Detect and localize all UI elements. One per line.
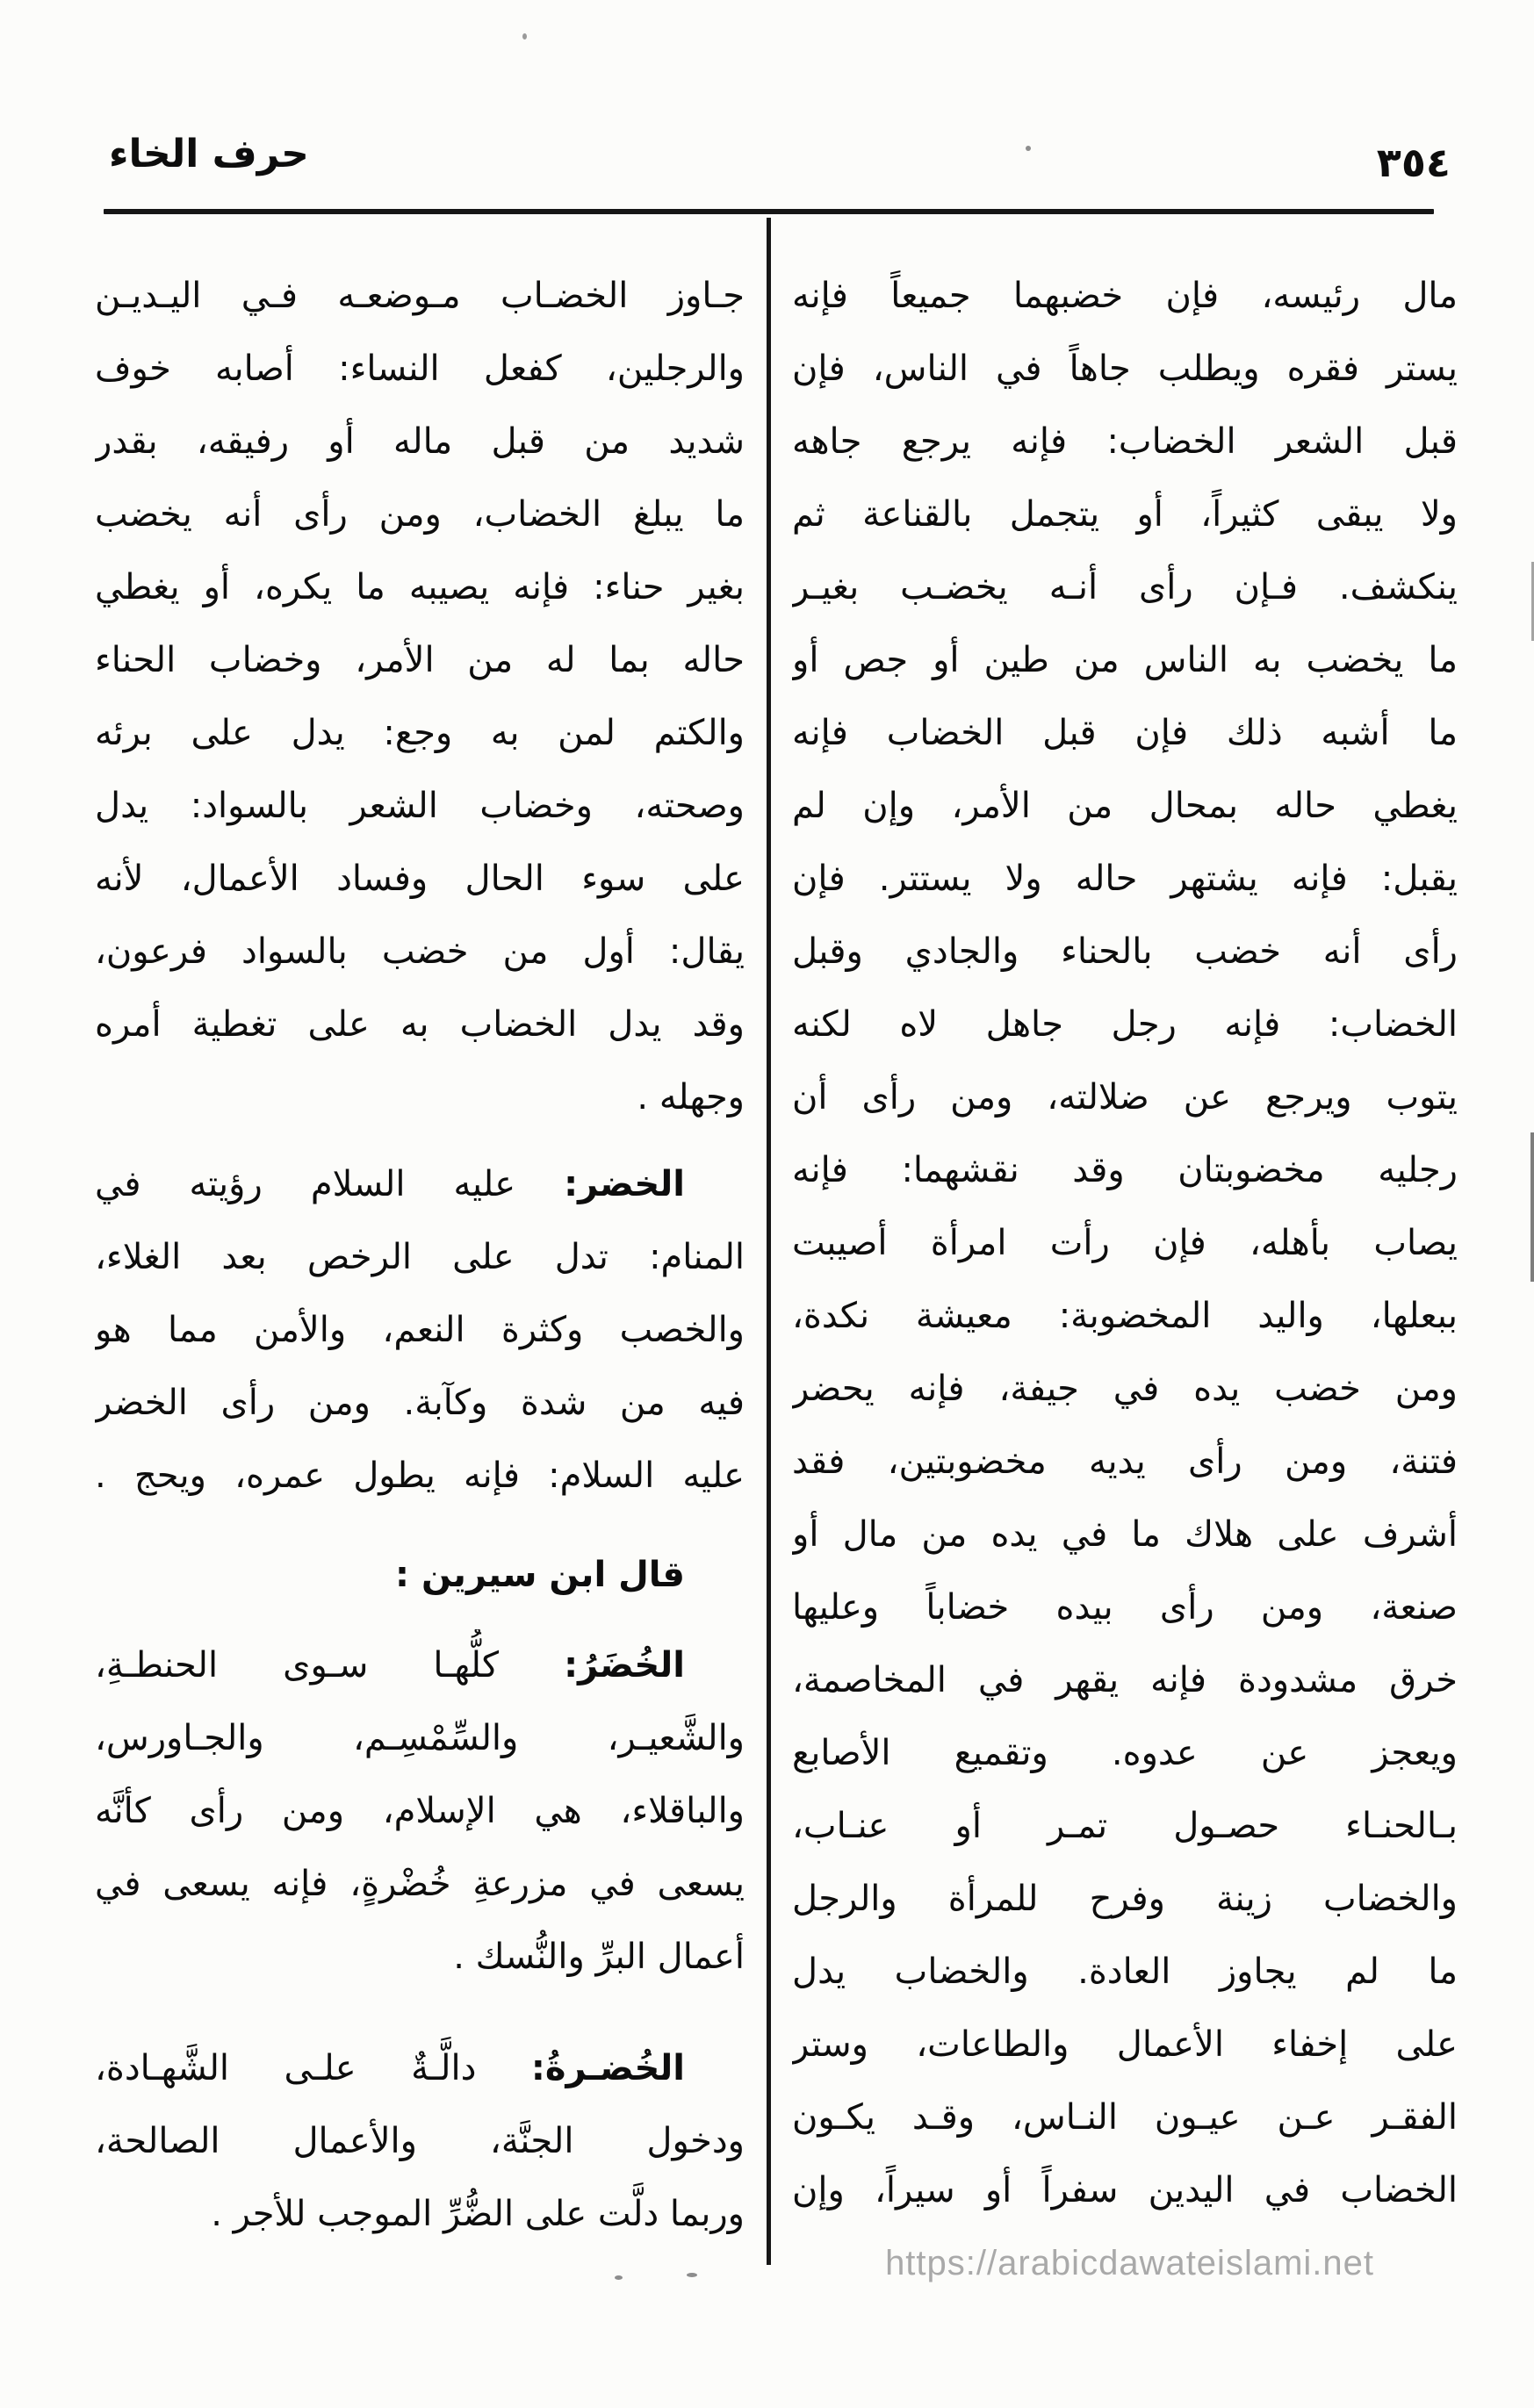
entry-term: الخُضـرةُ: <box>530 2048 685 2088</box>
text-line: والرجلين، كفعل النساء: أصابه خوف <box>95 349 745 389</box>
text-line: فتنة، ومن رأى يديه مخضوبتين، فقد <box>792 1441 1458 1482</box>
text-line: ومن خضب يده في جيفة، فإنه يحضر <box>792 1369 1458 1409</box>
text-line: وصحته، وخضاب الشعر بالسواد: يدل <box>95 786 745 826</box>
text-line: ويعجز عن عدوه. وتقميع الأصابع <box>792 1733 1458 1773</box>
text-line: ببعلها، واليد المخضوبة: معيشة نكدة، <box>792 1296 1458 1336</box>
text-line: ينكشف. فـإن رأى أنـه يخضـب بغيـر <box>792 567 1458 607</box>
text-line: رأى أنه خضب بالحناء والجادي وقبل <box>792 931 1458 972</box>
text-line: الخضاب في اليدين سفراً أو سيراً، وإن <box>792 2170 1458 2210</box>
text-line: أعمال البرِّ والنُّسك . <box>453 1937 745 1977</box>
text-line: والخضاب زينة وفرح للمرأة والرجل <box>792 1879 1458 1919</box>
text-column-left <box>95 260 745 2251</box>
scan-speck <box>1026 146 1031 151</box>
text-line: يقال: أول من خضب بالسواد فرعون، <box>95 931 745 972</box>
text-line: صنعة، ومن رأى بيده خضاباً وعليها <box>792 1587 1458 1628</box>
text-line: وجهله . <box>637 1077 745 1118</box>
scan-edge-artifact <box>1530 1132 1534 1282</box>
entry-term: قال ابن سيرين : <box>395 1555 685 1595</box>
text-line: يستر فقره ويطلب جاهاً في الناس، فإن <box>792 349 1458 389</box>
text-line: أشرف على هلاك ما في يده من مال أو <box>792 1514 1458 1555</box>
text-line: يتوب ويرجع عن ضلالته، ومن رأى أن <box>792 1077 1458 1118</box>
scan-speck <box>615 2275 623 2280</box>
text-line: الفقـر عـن عيـون النـاس، وقـد يكـون <box>792 2097 1458 2138</box>
text-line: قبل الشعر الخضاب: فإنه يرجع جاهه <box>792 421 1458 462</box>
text-line: حاله بما له من الأمر، وخضاب الحناء <box>95 640 745 680</box>
text-line: ما يبلغ الخضاب، ومن رأى أنه يخضب <box>95 494 745 535</box>
text-line: يغطي حاله بمحال من الأمر، وإن لم <box>792 786 1458 826</box>
entry-paragraph <box>95 1629 745 1994</box>
text-line: على إخفاء الأعمال والطاعات، وستر <box>792 2024 1458 2065</box>
text-line: بغير حناء: فإنه يصيبه ما يكره، أو يغطي <box>95 567 745 607</box>
text-line: والكتم لمن به وجع: يدل على برئه <box>95 713 745 753</box>
entry-paragraph <box>95 1148 745 1513</box>
text-line: والشَّعيـر، والسِّمْسِـم، والجـاورس، <box>95 1718 745 1758</box>
scan-speck <box>687 2273 697 2277</box>
text-line: جـاوز الخضـاب مـوضعـه فـي اليـديـن <box>95 276 745 316</box>
paragraph <box>95 260 745 1134</box>
watermark-url: https://arabicdawateislami.net <box>885 2244 1374 2282</box>
text-line: ولا يبقى كثيراً، أو يتجمل بالقناعة ثم <box>792 494 1458 535</box>
text-line: خرق مشدودة فإنه يقهر في المخاصمة، <box>792 1660 1458 1700</box>
text-line: يصاب بأهله، فإن رأت امرأة أصيبت <box>792 1223 1458 1263</box>
section-title: حرف الخاء <box>109 132 309 176</box>
text-line: مال رئيسه، فإن خضبهما جميعاً فإنه <box>792 276 1458 316</box>
text-line: الخُضـرةُ: دالَّـةٌ علـى الشَّهـادة، <box>95 2048 685 2088</box>
text-line: بـالحنـاء حصـول تمـر أو عنـاب، <box>792 1806 1458 1846</box>
header-rule <box>104 209 1434 214</box>
text-line: عليه السلام: فإنه يطول عمره، ويحج . <box>95 1456 745 1496</box>
paragraph <box>792 260 1458 2227</box>
text-line: فيه من شدة وكآبة. ومن رأى الخضر <box>95 1383 745 1423</box>
text-line: يسعى في مزرعةِ خُضْرةٍ، فإنه يسعى في <box>95 1864 745 1904</box>
text-line: ما أشبه ذلك فإن قبل الخضاب فإنه <box>792 713 1458 753</box>
text-line: يقبل: فإنه يشتهر حاله ولا يستتر. فإن <box>792 859 1458 899</box>
text-line: ودخول الجنَّة، والأعمال الصالحة، <box>95 2121 745 2161</box>
text-line: الخضر: عليه السلام رؤيته في <box>95 1164 685 1204</box>
text-line: وقد يدل الخضاب به على تغطية أمره <box>95 1004 745 1045</box>
scan-speck <box>522 33 527 40</box>
entry-paragraph <box>95 2032 745 2251</box>
text-line: على سوء الحال وفساد الأعمال، لأنه <box>95 859 745 899</box>
text-line: والخصب وكثرة النعم، والأمن مما هو <box>95 1310 745 1350</box>
entry-paragraph <box>95 1539 745 1612</box>
entry-term: الخُضَرُ: <box>564 1645 685 1686</box>
text-line: الخضاب: فإنه رجل جاهل لاه لكنه <box>792 1004 1458 1045</box>
text-line: ما يخضب به الناس من طين أو جص أو <box>792 640 1458 680</box>
text-column-right <box>792 260 1458 2227</box>
column-divider-rule <box>767 218 771 2265</box>
text-line: وربما دلَّت على الضُّرِّ الموجب للأجر . <box>211 2194 745 2234</box>
text-line: المنام: تدل على الرخص بعد الغلاء، <box>95 1237 745 1277</box>
text-line: والباقلاء، هي الإسلام، ومن رأى كأنَّه <box>95 1791 745 1831</box>
page-number: ٣٥٤ <box>1376 139 1451 186</box>
text-line: ما لم يجاوز العادة. والخضاب يدل <box>792 1952 1458 1992</box>
text-line <box>95 1539 745 1612</box>
text-line: الخُضَرُ: كلُّهـا سـوى الحنطـةِ، <box>95 1645 685 1686</box>
entry-term: الخضر: <box>564 1164 685 1204</box>
text-line: شديد من قبل ماله أو رفيقه، بقدر <box>95 421 745 462</box>
text-line: رجليه مخضوبتان وقد نقشهما: فإنه <box>792 1150 1458 1190</box>
